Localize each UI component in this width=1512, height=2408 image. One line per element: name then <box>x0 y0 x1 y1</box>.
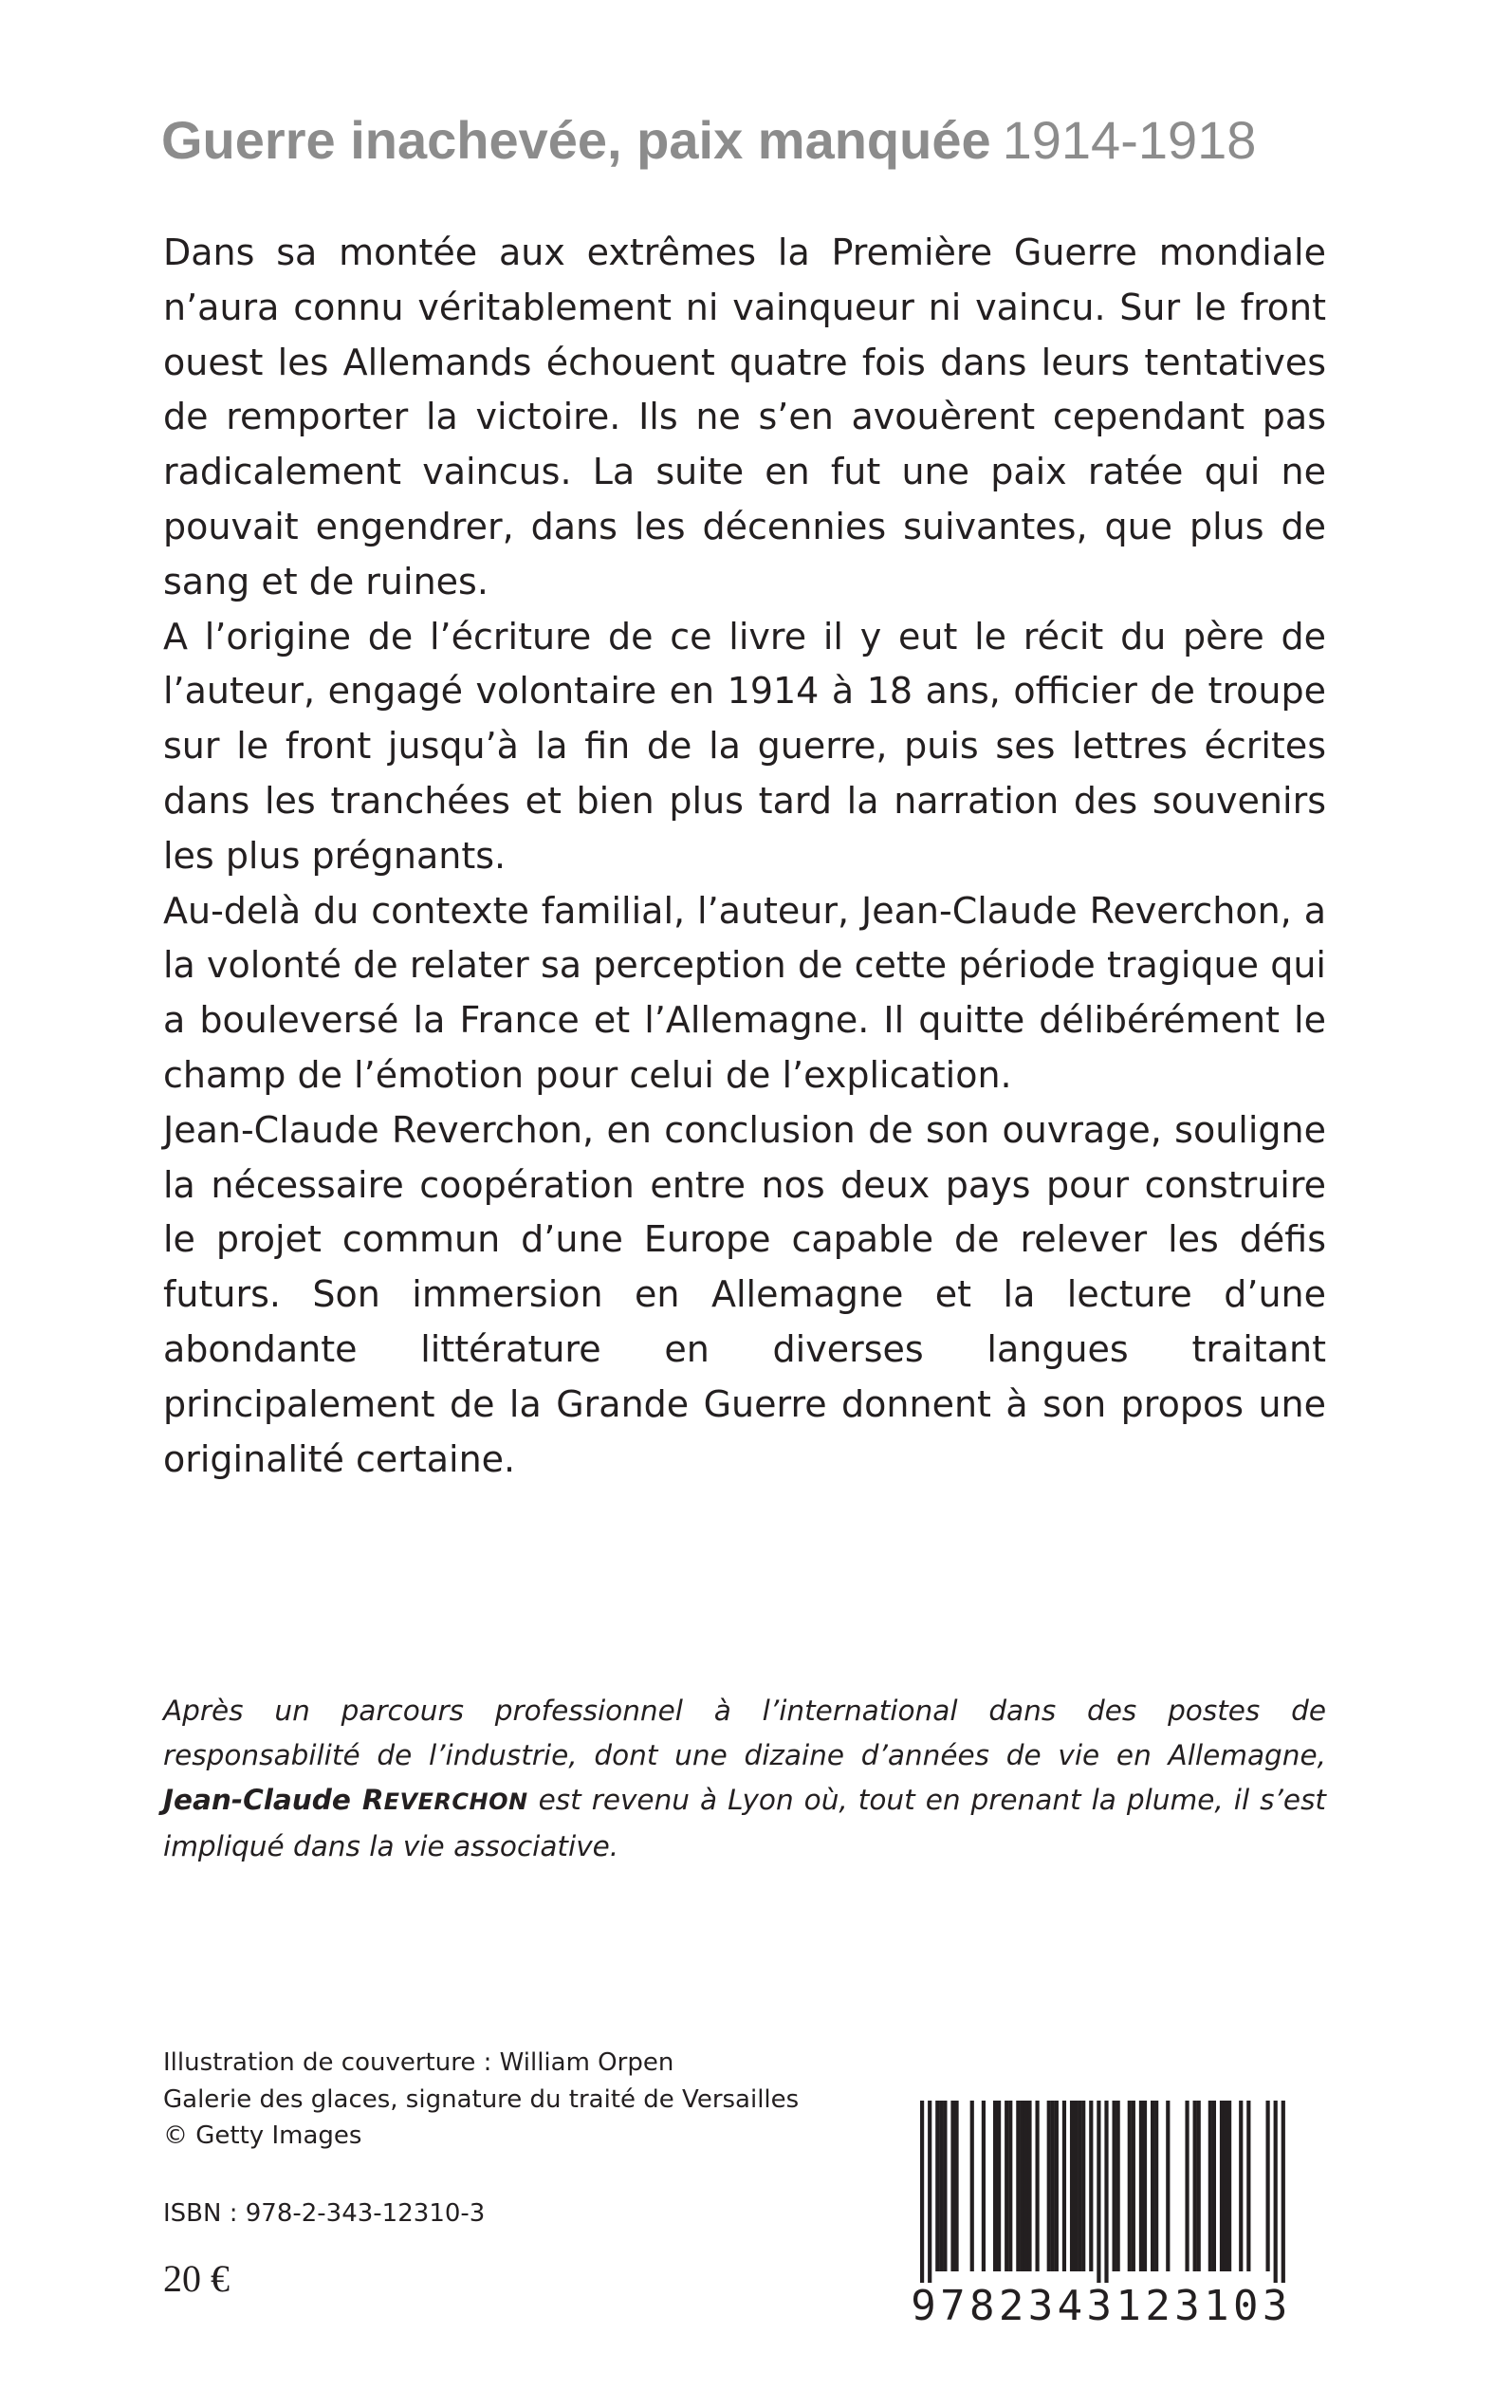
barcode-bar <box>1185 2101 1189 2271</box>
isbn-number: ISBN : 978-2-343-12310-3 <box>163 2199 486 2228</box>
barcode-bar <box>1027 2101 1031 2271</box>
barcode-bar <box>1023 2101 1027 2271</box>
credit-illustration: Illustration de couverture : William Orpen <box>163 2048 674 2077</box>
barcode-bar <box>954 2101 958 2271</box>
barcode-bar <box>1016 2101 1020 2271</box>
barcode-bar <box>1154 2101 1158 2271</box>
barcode-bar <box>1074 2101 1078 2271</box>
barcode-bar <box>1282 2101 1285 2283</box>
barcode-bar <box>1193 2101 1197 2271</box>
back-cover-summary <box>163 226 1326 1487</box>
barcode-bar <box>920 2101 924 2283</box>
barcode-bar <box>1220 2101 1224 2271</box>
barcode-bar <box>1078 2101 1081 2271</box>
barcode-bar <box>935 2101 939 2271</box>
barcode-bar <box>993 2101 997 2271</box>
author-bio-intro: Après un parcours professionnel à l’international dans des postes de responsabilité de l’industrie, dont une dizaine d’années de vie en Allemagne, <box>163 1695 1326 1771</box>
barcode-bar <box>943 2101 947 2271</box>
barcode-bar <box>1266 2101 1270 2271</box>
barcode-bars <box>890 2095 1313 2285</box>
book-title-years: 1914-1918 <box>1002 110 1257 170</box>
barcode-bar <box>982 2101 986 2271</box>
barcode-bar <box>1081 2101 1085 2271</box>
barcode-bar <box>1208 2101 1212 2271</box>
barcode-bar <box>1132 2101 1135 2271</box>
cover-credits <box>163 2045 799 2155</box>
barcode-digits: 9782343123103 <box>911 2282 1292 2330</box>
author-bio <box>163 1689 1326 1869</box>
barcode-bar <box>1062 2101 1066 2271</box>
book-title <box>161 110 1356 170</box>
summary-paragraph-4: Jean-Claude Reverchon, en conclusion de son ouvrage, souligne la nécessaire coopération entre nos deux pays pour construire le projet commun d’une Europe capable de relever les défis futurs. Son immersion en Allemagne et la lecture d’une abondante littérature en diverses langues traitant principalement de la Grande Guerre donnent à son propos une originalité certaine. <box>163 1108 1326 1480</box>
summary-paragraph-3: Au-delà du contexte familial, l’auteur, Jean-Claude Reverchon, a la volonté de relater sa perception de cette période tragique qui a bouleversé la France et l’Allemagne. Il quitte délibérément le champ de l’émotion pour celui de l’explication. <box>163 889 1326 1096</box>
barcode-bar <box>1224 2101 1227 2271</box>
barcode-bar <box>1143 2101 1147 2271</box>
barcode-bar <box>1005 2101 1008 2271</box>
author-name <box>163 1784 528 1816</box>
barcode-bar <box>1166 2101 1170 2271</box>
barcode-bar <box>1151 2101 1154 2271</box>
barcode-bar <box>950 2101 954 2271</box>
barcode-bar <box>1246 2101 1250 2271</box>
barcode-bar <box>1274 2101 1278 2283</box>
barcode-bar <box>928 2101 931 2283</box>
barcode-bar <box>1008 2101 1012 2271</box>
barcode-bar <box>1227 2101 1231 2271</box>
barcode-bar <box>1139 2101 1143 2271</box>
book-title-main: Guerre inachevée, paix manquée <box>161 110 991 170</box>
summary-paragraph-1: Dans sa montée aux extrêmes la Première Guerre mondiale n’aura connu véritablement ni vainqueur ni vaincu. Sur le front ouest les Allemands échouent quatre fois dans leurs tentatives de remporter la victoire. Ils ne s’en avouèrent cependant pas radicalement vaincus. La suite en fut une paix ratée qui ne pouvait engendrer, dans les décennies suivantes, que plus de sang et de ruines. <box>163 232 1326 602</box>
barcode-bar <box>1197 2101 1201 2271</box>
barcode-bar <box>1212 2101 1216 2271</box>
author-bio-rest: est revenu à Lyon où, tout en prenant la plume, il s’est impliqué dans la vie associative. <box>163 1784 1327 1862</box>
barcode-bar <box>1239 2101 1243 2271</box>
barcode-bar <box>1020 2101 1023 2271</box>
barcode-bar <box>1113 2101 1116 2271</box>
credit-artwork-title: Galerie des glaces, signature du traité de Versailles <box>163 2084 800 2114</box>
barcode-bar <box>1047 2101 1051 2271</box>
barcode-bar <box>997 2101 1001 2271</box>
barcode-bar <box>1055 2101 1059 2271</box>
barcode-bar <box>1070 2101 1074 2271</box>
barcode-bar <box>1097 2101 1100 2283</box>
price-label: 20 € <box>163 2257 230 2300</box>
credit-copyright: © Getty Images <box>163 2121 362 2150</box>
barcode-bar <box>1104 2101 1108 2283</box>
barcode-bar <box>1128 2101 1132 2271</box>
barcode-bar <box>939 2101 943 2271</box>
barcode-bar <box>1036 2101 1040 2271</box>
barcode-bar <box>1116 2101 1120 2271</box>
summary-paragraph-2: A l’origine de l’écriture de ce livre il y eut le récit du père de l’auteur, engagé volontaire en 1914 à 18 ans, officier de troupe sur le front jusqu’à la fin de la guerre, puis ses lettres écrites dans les tranchées et bien plus tard la narration des souvenirs les plus prégnants. <box>163 615 1326 877</box>
barcode-bar <box>970 2101 974 2271</box>
barcode <box>890 2095 1313 2332</box>
author-name-smallcaps: EVERCHON <box>383 1788 528 1815</box>
barcode-bar <box>1051 2101 1055 2271</box>
author-name-first: Jean-Claude R <box>163 1784 384 1816</box>
barcode-bar <box>1089 2101 1093 2271</box>
